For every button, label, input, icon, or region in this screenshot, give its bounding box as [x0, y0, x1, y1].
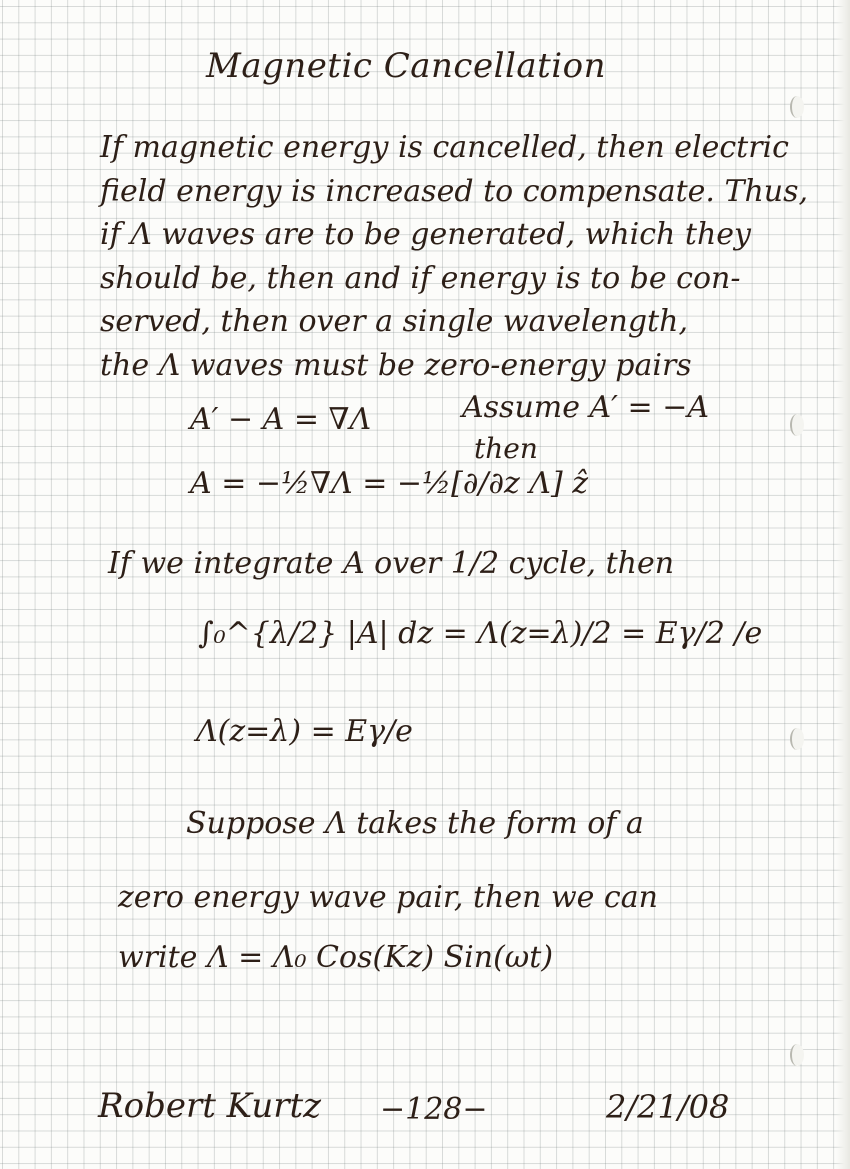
binder-hole — [790, 728, 804, 750]
equation-integral: ∫₀^{λ/2} |A| dz = Λ(z=λ)/2 = Eγ/2 /e — [198, 616, 763, 651]
paragraph-line: field energy is increased to compensate. Thus, — [100, 173, 809, 209]
body-paragraph — [100, 126, 809, 387]
paragraph-line: If magnetic energy is cancelled, then electric — [100, 130, 789, 165]
paragraph-line: if Λ waves are to be generated, which they — [100, 217, 751, 252]
paragraph-line: should be, then and if energy is to be con- — [100, 260, 741, 296]
binder-hole — [790, 414, 804, 436]
equation-vector-potential: A = −½∇Λ = −½[∂/∂z Λ] ẑ — [190, 466, 589, 501]
then-note: then — [474, 432, 538, 465]
equation-gauge: A′ − A = ∇Λ — [190, 402, 372, 437]
paragraph-line: the Λ waves must be zero-energy pairs — [100, 347, 692, 383]
date: 2/21/08 — [606, 1088, 730, 1126]
paragraph-line: served, then over a single wavelength, — [100, 304, 688, 339]
assumption-note: Assume A′ = −A — [462, 390, 710, 425]
page-number: −128− — [380, 1092, 488, 1127]
zero-energy-line: zero energy wave pair, then we can — [118, 880, 658, 915]
binder-hole — [790, 96, 804, 118]
wave-form-line: write Λ = Λ₀ Cos(Kz) Sin(ωt) — [118, 940, 554, 975]
integration-statement: If we integrate A over 1/2 cycle, then — [108, 546, 675, 581]
page-title: Magnetic Cancellation — [206, 46, 607, 86]
equation-lambda-value: Λ(z=λ) = Eγ/e — [196, 714, 413, 749]
suppose-line: Suppose Λ takes the form of a — [186, 806, 644, 841]
binder-hole — [790, 1044, 804, 1066]
page-edge — [836, 0, 850, 1169]
signature: Robert Kurtz — [98, 1086, 322, 1126]
